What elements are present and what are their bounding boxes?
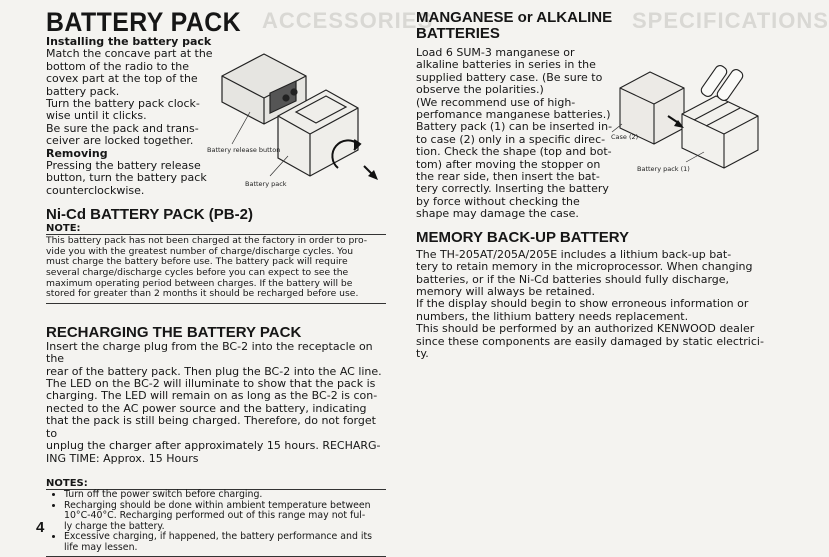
battery-pack-1-label: Battery pack (1): [637, 165, 690, 173]
recharging-line: unplug the charger after approximately 15 hours. RECHARG-: [46, 439, 381, 453]
installing-line: Be sure the pack and trans-: [46, 121, 199, 135]
manganese-line: supplied battery case. (Be sure to: [416, 70, 603, 84]
removing-line: button, turn the battery pack: [46, 171, 207, 185]
note-line: several charge/discharge cycles before you can expect to see the: [46, 267, 349, 279]
memory-line: numbers, the lithium battery needs replacement.: [416, 309, 689, 323]
manganese-line: observe the polarities.): [416, 83, 544, 97]
note-line: vide you with the greatest number of charge/discharge cycles. You: [46, 245, 354, 257]
bleed-through-heading-right: SPECIFICATIONS: [632, 8, 829, 33]
manganese-line: tom) after moving the stopper on: [416, 157, 601, 171]
memory-title: MEMORY BACK-UP BATTERY: [416, 228, 630, 246]
recharging-line: Insert the charge plug from the BC-2 into the receptacle on the: [46, 339, 373, 366]
memory-line: tery to retain memory in the microprocessor. When changing: [416, 260, 753, 274]
nicd-title: Ni-Cd BATTERY PACK (PB-2): [46, 206, 253, 224]
manganese-title-line: BATTERIES: [416, 25, 500, 42]
note-divider: [46, 303, 386, 304]
recharging-title: RECHARGING THE BATTERY PACK: [46, 323, 302, 341]
memory-line: This should be performed by an authorized KENWOOD dealer: [416, 322, 755, 336]
battery-holder-shape: [682, 96, 758, 168]
installing-line: wise until it clicks.: [46, 109, 147, 123]
note-item: [64, 490, 386, 501]
battery-case-illustration: [608, 58, 778, 178]
note-line: stored for greater than 2 months it should be recharged before use.: [46, 288, 359, 300]
manganese-line: to case (2) only in a specific direc-: [416, 132, 606, 146]
note-item-line: ly charge the battery.: [64, 520, 165, 532]
manganese-line: alkaline batteries in series in the: [416, 58, 596, 72]
nicd-section: [46, 207, 386, 304]
bleed-through-heading-left: ACCESSORIES: [262, 8, 434, 33]
installing-heading: Installing the battery pack: [46, 35, 212, 48]
note-item-line: 10°C-40°C. Recharging performed out of this range may not ful-: [64, 510, 366, 522]
installing-line: bottom of the radio to the: [46, 59, 190, 73]
note-item-line: life may lessen.: [64, 541, 138, 553]
manganese-title-line: MANGANESE or ALKALINE: [416, 9, 613, 26]
manganese-line: the rear side, then insert the bat-: [416, 170, 600, 184]
battery-cell-icon: [699, 64, 744, 103]
manganese-line: Battery pack (1) can be inserted in-: [416, 120, 613, 134]
memory-line: batteries, or if the Ni-Cd batteries should fully discharge,: [416, 272, 730, 286]
note-item-line: • Excessive charging, if happened, the battery performance and its: [64, 531, 373, 543]
recharging-notes-list: [46, 490, 386, 554]
battery-pack-label: Battery pack: [245, 180, 287, 188]
memory-line: since these components are easily damaged by static electrici-: [416, 334, 764, 348]
recharging-line: The LED on the BC-2 will illuminate to show that the pack is: [46, 377, 376, 391]
manganese-line: tery correctly. Inserting the battery: [416, 182, 609, 196]
installing-section: [46, 36, 216, 197]
installing-line: covex part at the top of the: [46, 72, 198, 86]
manganese-line: perfomance manganese batteries.): [416, 108, 611, 122]
recharging-line: that the pack is still being charged. Therefore, do not forget to: [46, 414, 376, 440]
note-line: maximum operating period between charges. If the battery will be: [46, 277, 353, 289]
page-number: 4: [36, 519, 45, 536]
removing-line: Pressing the battery release: [46, 159, 201, 173]
installing-line: ceiver are locked together.: [46, 134, 194, 148]
note-line: This battery pack has not been charged at the factory in order to pro-: [46, 235, 368, 247]
note-item: [64, 532, 386, 553]
recharging-line: rear of the battery pack. Then plug the BC-2 into the AC line.: [46, 364, 382, 378]
manganese-body: [416, 47, 616, 221]
manganese-line: (We recommend use of high-: [416, 95, 576, 109]
memory-line: memory will always be retained.: [416, 284, 596, 298]
recharging-line: charging. The LED will remain on as long as the BC-2 is con-: [46, 389, 378, 403]
recharging-line: ING TIME: Approx. 15 Hours: [46, 451, 199, 465]
note-item: [64, 501, 386, 533]
removing-heading: Removing: [46, 146, 108, 160]
case-label: Case (2): [611, 133, 639, 141]
note-line: must charge the battery before use. The battery pack will require: [46, 256, 348, 268]
manganese-line: by force without checking the: [416, 194, 580, 208]
recharging-section: [46, 325, 386, 557]
recharging-body: [46, 341, 390, 465]
manganese-line: shape may damage the case.: [416, 207, 579, 221]
manganese-line: Load 6 SUM-3 manganese or: [416, 46, 575, 59]
manganese-line: tion. Check the shape (top and bot-: [416, 145, 612, 159]
release-button-label: Battery release button: [207, 146, 281, 154]
installing-line: Turn the battery pack clock-: [46, 97, 200, 111]
memory-body: [416, 249, 778, 361]
battery-pack-title: BATTERY PACK: [46, 7, 242, 37]
battery-pack-illustration: [208, 46, 393, 188]
removing-line: counterclockwise.: [46, 183, 145, 197]
installing-line: battery pack.: [46, 84, 120, 98]
leader-line: [232, 112, 250, 144]
note-item-line: • Recharging should be done within ambient temperature between: [64, 499, 371, 511]
installing-line: Match the concave part at the: [46, 47, 213, 61]
memory-line: ty.: [416, 346, 429, 360]
recharging-line: nected to the AC power source and the battery, indicating: [46, 401, 367, 415]
nicd-note: [46, 236, 386, 300]
memory-line: The TH-205AT/205A/205E includes a lithium back-up bat-: [416, 247, 732, 261]
recharging-notes-label: NOTES:: [46, 478, 386, 490]
nicd-note-label: NOTE:: [46, 223, 386, 235]
memory-line: If the display should begin to show erroneous information or: [416, 297, 749, 311]
note-item-line: • Turn off the power switch before charging.: [64, 488, 263, 500]
